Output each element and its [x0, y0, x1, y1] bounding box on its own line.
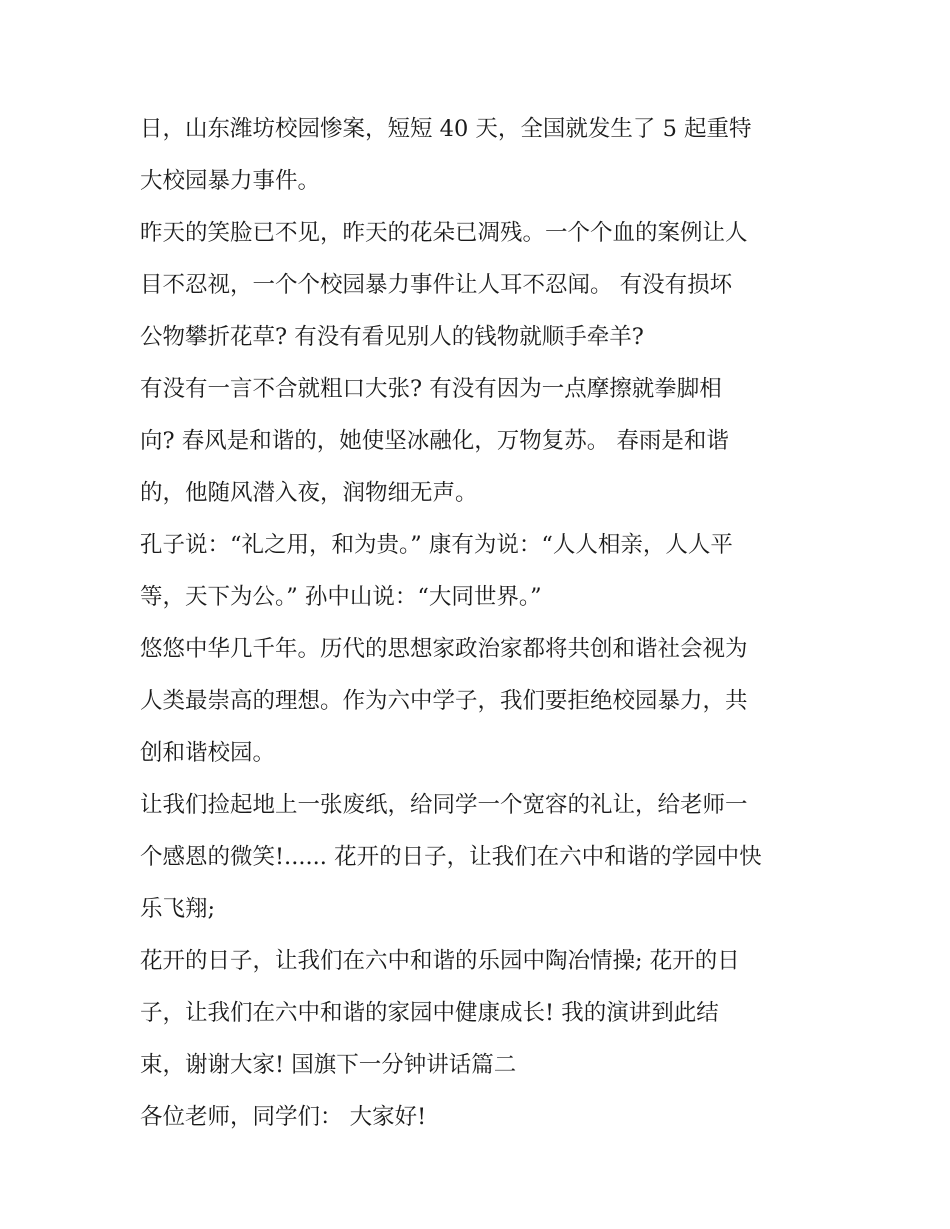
text-line: 悠悠中华几千年。历代的思想家政治家都将共创和谐社会视为 — [140, 636, 748, 662]
text-line: 人类最崇高的理想。作为六中学子，我们要拒绝校园暴力，共 — [140, 688, 748, 714]
text-line: 大校园暴力事件。 — [140, 168, 321, 194]
text-line: 个感恩的微笑!...... 花开的日子，让我们在六中和谐的学园中快 — [140, 844, 762, 870]
text-line: 孔子说：“礼之用，和为贵。” 康有为说：“人人相亲，人人平 — [140, 532, 733, 558]
text-line: 让我们捡起地上一张废纸，给同学一个宽容的礼让，给老师一 — [140, 792, 748, 818]
text-line: 创和谐校园。 — [140, 740, 276, 766]
text-line: 花开的日子，让我们在六中和谐的乐园中陶冶情操; 花开的日 — [140, 948, 740, 974]
speech-text — [140, 103, 830, 1143]
text-line: 的，他随风潜入夜，润物细无声。 — [140, 480, 478, 506]
text-line: 日，山东潍坊校园惨案，短短 40 天，全国就发生了 5 起重特 — [140, 116, 752, 142]
text-line: 乐飞翔; — [140, 896, 216, 922]
text-line: 束，谢谢大家! 国旗下一分钟讲话篇二 — [140, 1052, 517, 1078]
text-line: 昨天的笑脸已不见，昨天的花朵已凋残。一个个血的案例让人 — [140, 220, 748, 246]
text-line: 等，天下为公。” 孙中山说：“大同世界。” — [140, 584, 542, 610]
text-line: 向? 春风是和谐的，她使坚冰融化，万物复苏。 春雨是和谐 — [140, 428, 729, 454]
text-line: 目不忍视，一个个校园暴力事件让人耳不忍闻。 有没有损坏 — [140, 272, 733, 298]
text-line: 公物攀折花草? 有没有看见别人的钱物就顺手牵羊? — [140, 324, 644, 350]
text-line: 各位老师，同学们： 大家好! — [140, 1104, 427, 1130]
text-line: 有没有一言不合就粗口大张? 有没有因为一点摩擦就拳脚相 — [140, 376, 722, 402]
text-line: 子，让我们在六中和谐的家园中健康成长! 我的演讲到此结 — [140, 1000, 719, 1026]
